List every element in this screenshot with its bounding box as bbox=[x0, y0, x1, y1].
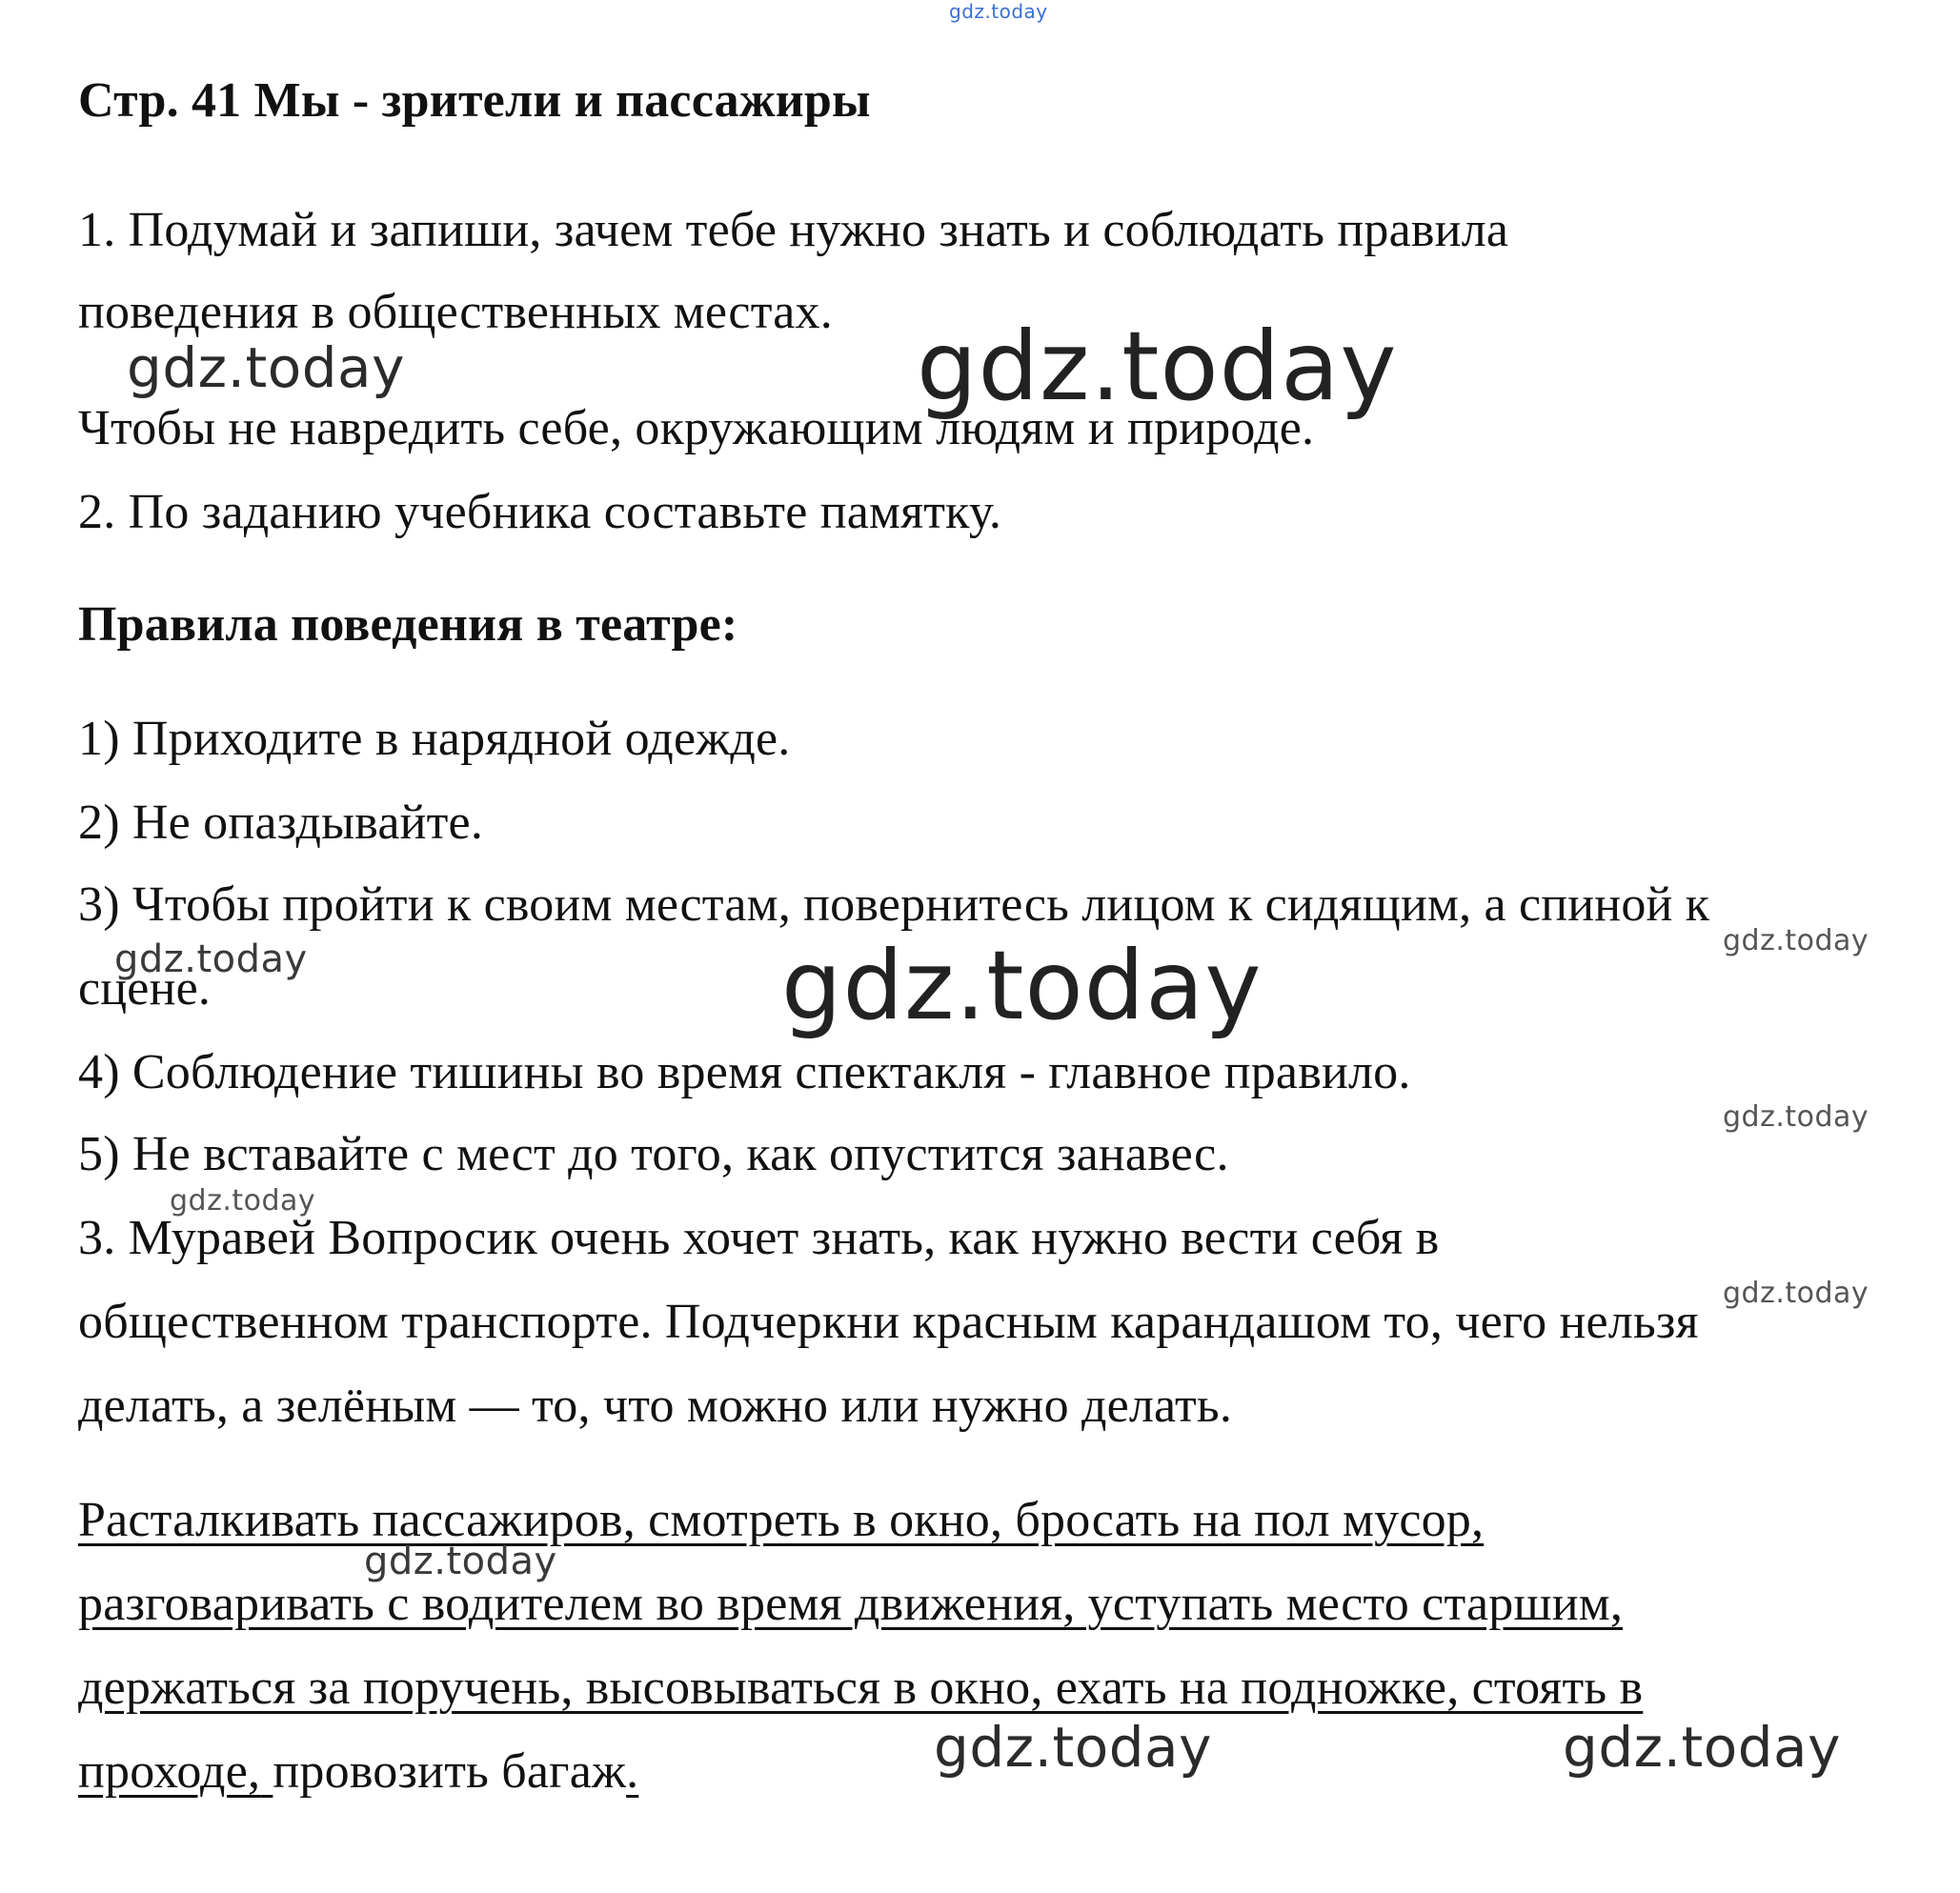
watermark-2: gdz.today bbox=[917, 311, 1398, 422]
page-title: Стр. 41 Мы - зрители и пассажиры bbox=[78, 73, 871, 128]
transport-answer-line3: держаться за поручень, высовываться в окно, ехать на подножке, стоять в bbox=[78, 1661, 1644, 1715]
watermark-1: gdz.today bbox=[127, 335, 405, 400]
theater-rule-3: 3) Чтобы пройти к своим местам, повернитесь лицом к сидящим, а спиной к bbox=[78, 877, 1710, 932]
task2-heading: Правила поведения в театре: bbox=[78, 597, 738, 652]
transport-answer-line1: Расталкивать пассажиров, смотреть в окно, бросать на пол мусор, bbox=[78, 1493, 1485, 1547]
watermark-10: gdz.today bbox=[934, 1715, 1212, 1780]
watermark-5: gdz.today bbox=[781, 930, 1263, 1041]
watermark-7: gdz.today bbox=[170, 1184, 316, 1218]
theater-rule-2: 2) Не опаздывайте. bbox=[78, 795, 484, 850]
watermark-4: gdz.today bbox=[1723, 924, 1869, 957]
theater-rule-3-continued: сцене. bbox=[78, 961, 212, 1016]
watermark-6: gdz.today bbox=[1723, 1100, 1869, 1134]
watermark-top: gdz.today bbox=[949, 0, 1048, 23]
watermark-11: gdz.today bbox=[1563, 1715, 1841, 1780]
theater-rule-4: 4) Соблюдение тишины во время спектакля - главное правило. bbox=[78, 1045, 1411, 1099]
transport-answer-line4 bbox=[78, 1743, 638, 1801]
theater-rule-5: 5) Не вставайте с мест до того, как опустится занавес. bbox=[78, 1127, 1229, 1181]
task1-answer: Чтобы не навредить себе, окружающим людям и природе. bbox=[78, 401, 1315, 455]
watermark-8: gdz.today bbox=[1723, 1277, 1869, 1310]
task3-question-line3: делать, а зелёным — то, что можно или нужно делать. bbox=[78, 1379, 1233, 1433]
task3-question-line1: 3. Муравей Вопросик очень хочет знать, как нужно вести себя в bbox=[78, 1211, 1440, 1265]
task1-question-line1: 1. Подумай и запиши, зачем тебе нужно знать и соблюдать правила bbox=[78, 203, 1509, 257]
answer-underlined-part: проходе, bbox=[78, 1744, 261, 1799]
theater-rule-1: 1) Приходите в нарядной одежде. bbox=[78, 712, 791, 766]
task2-question: 2. По заданию учебника составьте памятку. bbox=[78, 485, 1002, 539]
task3-question-line2: общественном транспорте. Подчеркни красным карандашом то, чего нельзя bbox=[78, 1295, 1699, 1349]
answer-underlined-space bbox=[260, 1744, 273, 1799]
watermark-9: gdz.today bbox=[364, 1540, 557, 1583]
transport-answer-line2: разговаривать с водителем во время движения, уступать место старшим, bbox=[78, 1577, 1624, 1631]
answer-underlined-period: . bbox=[626, 1744, 639, 1799]
watermark-3: gdz.today bbox=[114, 937, 308, 981]
task1-question-line2: поведения в общественных местах. bbox=[78, 285, 833, 339]
answer-plain-part: провозить багаж bbox=[273, 1744, 627, 1799]
